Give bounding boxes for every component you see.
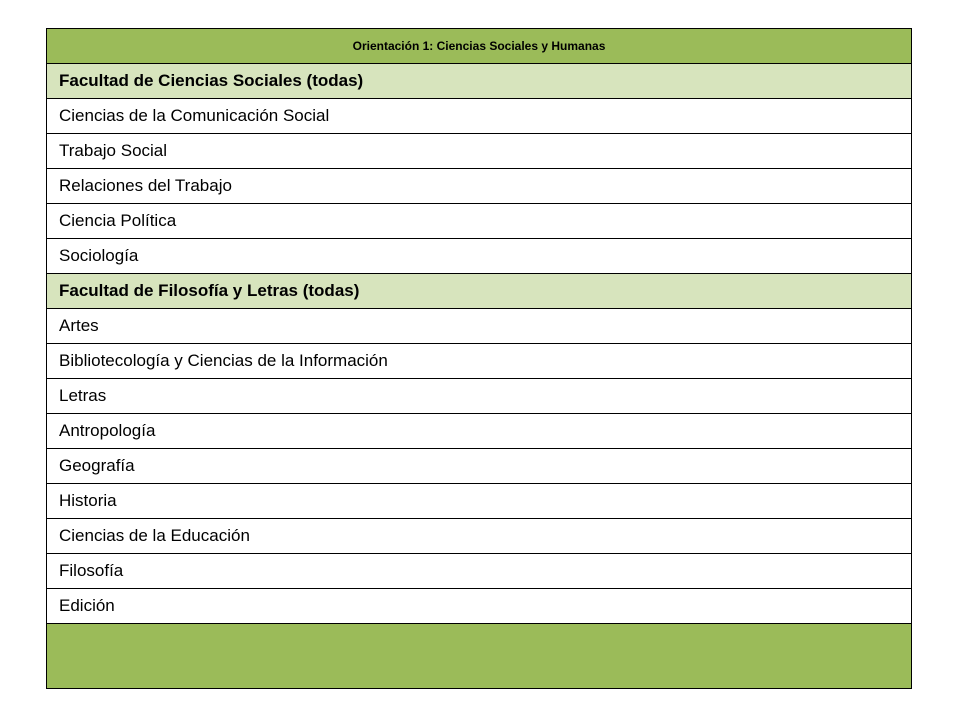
table-row: [47, 379, 912, 414]
orientation-table-container: [46, 28, 912, 689]
faculty-name-sociales: Facultad de Ciencias Sociales (todas): [47, 64, 912, 99]
table-row: [47, 484, 912, 519]
table-row: [47, 519, 912, 554]
table-row: [47, 449, 912, 484]
table-row: [47, 134, 912, 169]
table-row: [47, 239, 912, 274]
program-name: Relaciones del Trabajo: [47, 169, 912, 204]
program-name: Trabajo Social: [47, 134, 912, 169]
program-name: Bibliotecología y Ciencias de la Información: [47, 344, 912, 379]
table-row: [47, 99, 912, 134]
table-footer-row: [47, 624, 912, 689]
program-name: Ciencia Política: [47, 204, 912, 239]
table-row: [47, 204, 912, 239]
table-row: [47, 309, 912, 344]
table-row: [47, 169, 912, 204]
program-name: Artes: [47, 309, 912, 344]
table-row: [47, 274, 912, 309]
program-name: Letras: [47, 379, 912, 414]
table-title-row: [47, 29, 912, 64]
table-title: Orientación 1: Ciencias Sociales y Humanas: [47, 29, 912, 64]
orientation-table-body: [47, 29, 912, 689]
program-name: Sociología: [47, 239, 912, 274]
program-name: Antropología: [47, 414, 912, 449]
table-row: [47, 64, 912, 99]
table-row: [47, 414, 912, 449]
program-name: Ciencias de la Educación: [47, 519, 912, 554]
orientation-table: [46, 28, 912, 689]
table-footer-cell: [47, 624, 912, 689]
table-row: [47, 344, 912, 379]
faculty-name-filosofia: Facultad de Filosofía y Letras (todas): [47, 274, 912, 309]
table-row: [47, 554, 912, 589]
program-name: Edición: [47, 589, 912, 624]
program-name: Filosofía: [47, 554, 912, 589]
program-name: Geografía: [47, 449, 912, 484]
program-name: Historia: [47, 484, 912, 519]
program-name: Ciencias de la Comunicación Social: [47, 99, 912, 134]
table-row: [47, 589, 912, 624]
